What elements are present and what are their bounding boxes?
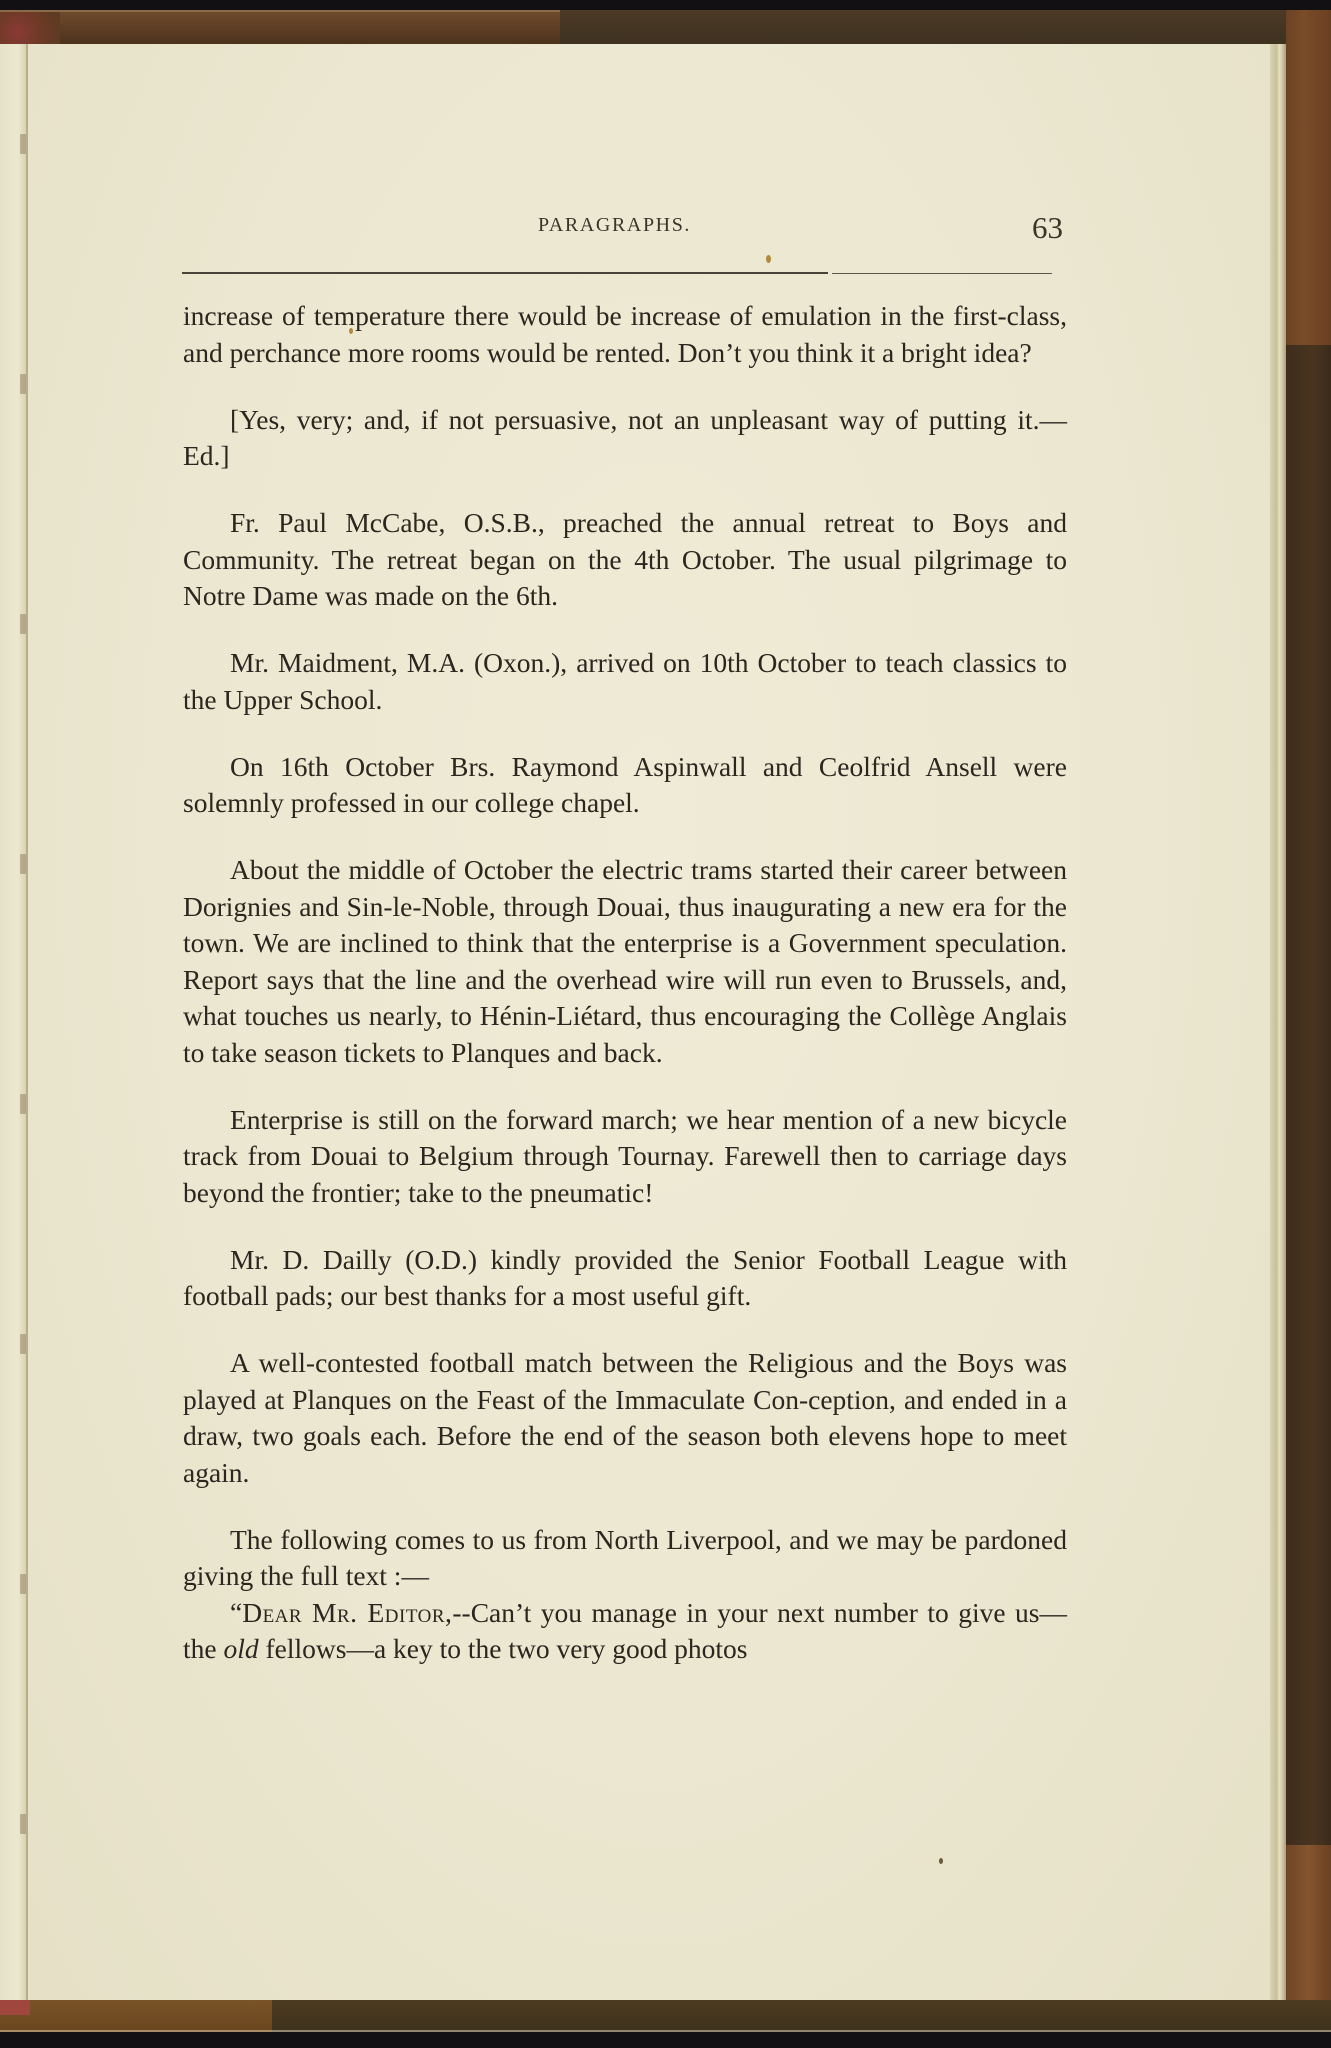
running-head — [0, 210, 1331, 254]
gutter-marks — [20, 44, 26, 2000]
paragraph-editor-reply: [Yes, very; and, if not persuasive, not an unpleasant way of putting it.—Ed.] — [183, 403, 1067, 471]
binding-top-shadow — [560, 10, 1331, 44]
binding-corner-top-left — [0, 12, 60, 46]
binding-right-shadow — [1286, 345, 1331, 1845]
page-fore-edge — [1270, 44, 1286, 2000]
letter-text-end: fellows—a key to the two very good photos — [258, 1633, 748, 1664]
paragraph-football-match: A well-contested football match between the Religious and the Boys was played at Planques on the Feast of the Immaculate Con-ception, and ended in a draw, two goals each. Before the end of the season both elevens hope to meet again. — [183, 1347, 1067, 1488]
page-number: 63 — [1032, 210, 1063, 245]
running-title: PARAGRAPHS. — [538, 214, 692, 236]
paragraph-retreat: Fr. Paul McCabe, O.S.B., preached the annual retreat to Boys and Community. The retreat began on the 4th October. The usual pilgrimage to Notre Dame was made on the 6th. — [183, 507, 1067, 611]
body-text — [183, 298, 1067, 1668]
letter-salutation: Dear Mr. Editor, — [242, 1596, 453, 1628]
foxing-spot — [766, 255, 771, 263]
header-rule-end — [832, 273, 1052, 274]
foxing-spot — [939, 1858, 943, 1864]
letter-open-quote: “ — [230, 1596, 243, 1628]
paragraph-letter — [183, 1595, 1067, 1668]
letter-emphasis: old — [223, 1633, 259, 1664]
letter-text-start: --Can’t you manage in your next number to give us—the — [183, 1596, 1067, 1664]
paragraph-trams: About the middle of October the electric trams started their career between Dorignies and Sin-le-Noble, through Douai, thus inaugurating a new era for the town. We are inclined to think that the enterprise is a Government speculation. Report says that the line and the overhead wire will run even to Brussels, and, what touches us nearly, to Hénin-Liétard, thus encouraging the Collège Anglais to take season tickets to Planques and back. — [183, 854, 1067, 1068]
paragraph-bicycle: Enterprise is still on the forward march; we hear mention of a new bicycle track from Douai to Belgium through Tournay. Farewell then to carriage days beyond the frontier; take to the pneumatic! — [183, 1103, 1067, 1208]
header-rule — [182, 272, 828, 274]
paragraph-continuation: increase of temperature there would be increase of emulation in the first-class, and perchance more rooms would be rented. Don’t you think it a bright idea? — [183, 300, 1067, 368]
binding-bottom-shadow — [272, 2000, 1331, 2032]
paragraph-professed: On 16th October Brs. Raymond Aspinwall and Ceolfrid Ansell were solemnly professed in our college chapel. — [183, 750, 1067, 818]
paragraph-maidment: Mr. Maidment, M.A. (Oxon.), arrived on 10th October to teach classics to the Upper School. — [183, 647, 1067, 715]
paragraph-liverpool: The following comes to us from North Liverpool, and we may be pardoned giving the full text :— — [183, 1523, 1067, 1591]
paragraph-dailly: Mr. D. Dailly (O.D.) kindly provided the Senior Football League with football pads; our best thanks for a most useful gift. — [183, 1243, 1067, 1311]
